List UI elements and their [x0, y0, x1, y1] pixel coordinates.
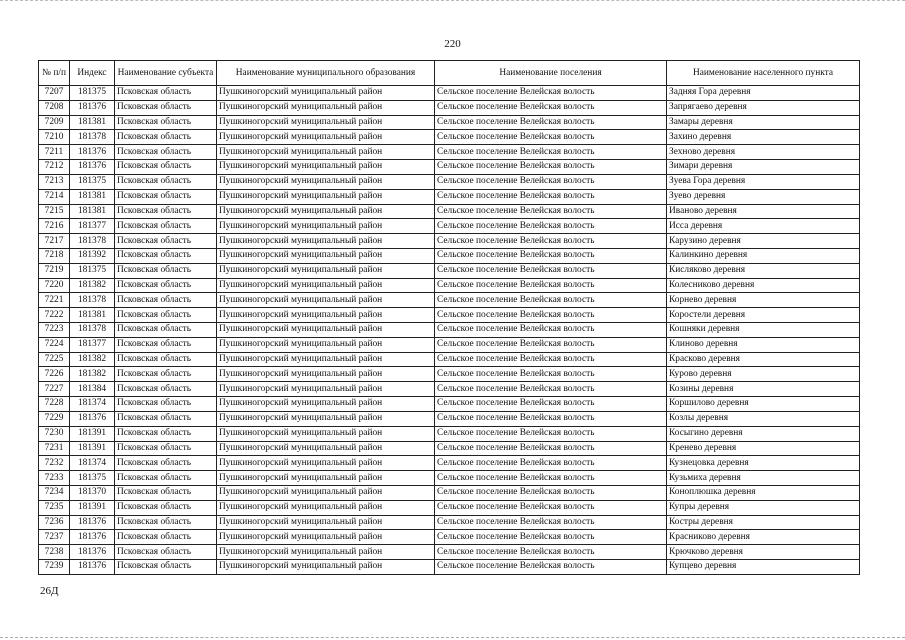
page-number: 220: [444, 38, 461, 50]
cell-locality: Коноплюшка деревня: [667, 485, 860, 500]
table-row: [39, 308, 860, 323]
cell-municipality: Пушкиногорский муниципальный район: [217, 515, 435, 530]
table-row: [39, 86, 860, 101]
cell-index: 181376: [70, 530, 115, 545]
cell-locality: Кузьмиха деревня: [667, 471, 860, 486]
cell-settlement: Сельское поселение Велейская волость: [435, 515, 667, 530]
table-row: [39, 293, 860, 308]
cell-num: 7215: [39, 204, 70, 219]
cell-settlement: Сельское поселение Велейская волость: [435, 100, 667, 115]
cell-municipality: Пушкиногорский муниципальный район: [217, 485, 435, 500]
cell-num: 7237: [39, 530, 70, 545]
cell-settlement: Сельское поселение Велейская волость: [435, 456, 667, 471]
cell-index: 181382: [70, 352, 115, 367]
cell-locality: Клиново деревня: [667, 337, 860, 352]
cell-subject: Псковская область: [115, 160, 217, 175]
cell-municipality: Пушкиногорский муниципальный район: [217, 204, 435, 219]
cell-settlement: Сельское поселение Велейская волость: [435, 323, 667, 338]
cell-subject: Псковская область: [115, 234, 217, 249]
scan-edge-top: [0, 0, 905, 4]
cell-subject: Псковская область: [115, 515, 217, 530]
cell-num: 7217: [39, 234, 70, 249]
cell-index: 181370: [70, 485, 115, 500]
cell-municipality: Пушкиногорский муниципальный район: [217, 308, 435, 323]
cell-locality: Иваново деревня: [667, 204, 860, 219]
cell-settlement: Сельское поселение Велейская волость: [435, 263, 667, 278]
table-row: [39, 115, 860, 130]
cell-index: 181378: [70, 234, 115, 249]
table-row: [39, 456, 860, 471]
cell-index: 181391: [70, 426, 115, 441]
cell-locality: Купры деревня: [667, 500, 860, 515]
cell-index: 181375: [70, 86, 115, 101]
cell-settlement: Сельское поселение Велейская волость: [435, 308, 667, 323]
cell-settlement: Сельское поселение Велейская волость: [435, 530, 667, 545]
cell-index: 181392: [70, 248, 115, 263]
table-row: [39, 426, 860, 441]
cell-index: 181382: [70, 367, 115, 382]
cell-index: 181376: [70, 545, 115, 560]
table-body: [39, 86, 860, 575]
table-row: [39, 441, 860, 456]
cell-subject: Псковская область: [115, 248, 217, 263]
cell-settlement: Сельское поселение Велейская волость: [435, 293, 667, 308]
cell-num: 7223: [39, 323, 70, 338]
cell-municipality: Пушкиногорский муниципальный район: [217, 115, 435, 130]
cell-index: 181374: [70, 397, 115, 412]
cell-index: 181378: [70, 130, 115, 145]
cell-index: 181377: [70, 337, 115, 352]
cell-subject: Псковская область: [115, 441, 217, 456]
cell-subject: Псковская область: [115, 86, 217, 101]
cell-index: 181381: [70, 189, 115, 204]
cell-locality: Курово деревня: [667, 367, 860, 382]
cell-subject: Псковская область: [115, 130, 217, 145]
cell-subject: Псковская область: [115, 337, 217, 352]
cell-municipality: Пушкиногорский муниципальный район: [217, 352, 435, 367]
cell-index: 181376: [70, 411, 115, 426]
table-row: [39, 323, 860, 338]
cell-municipality: Пушкиногорский муниципальный район: [217, 411, 435, 426]
cell-municipality: Пушкиногорский муниципальный район: [217, 530, 435, 545]
cell-index: 181378: [70, 293, 115, 308]
cell-municipality: Пушкиногорский муниципальный район: [217, 323, 435, 338]
cell-municipality: Пушкиногорский муниципальный район: [217, 263, 435, 278]
cell-locality: Колесниково деревня: [667, 278, 860, 293]
table-row: [39, 160, 860, 175]
cell-locality: Коршилово деревня: [667, 397, 860, 412]
cell-num: 7231: [39, 441, 70, 456]
cell-settlement: Сельское поселение Велейская волость: [435, 145, 667, 160]
cell-locality: Кузнецовка деревня: [667, 456, 860, 471]
cell-municipality: Пушкиногорский муниципальный район: [217, 145, 435, 160]
cell-municipality: Пушкиногорский муниципальный район: [217, 174, 435, 189]
cell-subject: Псковская область: [115, 426, 217, 441]
cell-settlement: Сельское поселение Велейская волость: [435, 545, 667, 560]
cell-municipality: Пушкиногорский муниципальный район: [217, 278, 435, 293]
cell-num: 7218: [39, 248, 70, 263]
cell-subject: Псковская область: [115, 352, 217, 367]
cell-municipality: Пушкиногорский муниципальный район: [217, 86, 435, 101]
cell-settlement: Сельское поселение Велейская волость: [435, 174, 667, 189]
cell-num: 7213: [39, 174, 70, 189]
cell-num: 7221: [39, 293, 70, 308]
cell-settlement: Сельское поселение Велейская волость: [435, 204, 667, 219]
cell-municipality: Пушкиногорский муниципальный район: [217, 382, 435, 397]
cell-locality: Козлы деревня: [667, 411, 860, 426]
cell-municipality: Пушкиногорский муниципальный район: [217, 426, 435, 441]
cell-index: 181384: [70, 382, 115, 397]
cell-municipality: Пушкиногорский муниципальный район: [217, 456, 435, 471]
cell-num: 7210: [39, 130, 70, 145]
header-subject: Наименование субъекта: [115, 61, 217, 86]
header-municipality: Наименование муниципального образования: [217, 61, 435, 86]
cell-locality: Зимари деревня: [667, 160, 860, 175]
cell-num: 7239: [39, 560, 70, 575]
cell-index: 181375: [70, 263, 115, 278]
cell-num: 7219: [39, 263, 70, 278]
cell-index: 181378: [70, 323, 115, 338]
cell-locality: Кисляково деревня: [667, 263, 860, 278]
cell-municipality: Пушкиногорский муниципальный район: [217, 234, 435, 249]
cell-subject: Псковская область: [115, 411, 217, 426]
cell-num: 7208: [39, 100, 70, 115]
table-row: [39, 382, 860, 397]
cell-settlement: Сельское поселение Велейская волость: [435, 278, 667, 293]
cell-settlement: Сельское поселение Велейская волость: [435, 130, 667, 145]
cell-municipality: Пушкиногорский муниципальный район: [217, 189, 435, 204]
cell-num: 7207: [39, 86, 70, 101]
cell-settlement: Сельское поселение Велейская волость: [435, 160, 667, 175]
table-row: [39, 145, 860, 160]
cell-locality: Красниково деревня: [667, 530, 860, 545]
cell-settlement: Сельское поселение Велейская волость: [435, 234, 667, 249]
cell-subject: Псковская область: [115, 100, 217, 115]
cell-municipality: Пушкиногорский муниципальный район: [217, 337, 435, 352]
cell-locality: Калинкино деревня: [667, 248, 860, 263]
cell-index: 181381: [70, 204, 115, 219]
cell-settlement: Сельское поселение Велейская волость: [435, 426, 667, 441]
cell-municipality: Пушкиногорский муниципальный район: [217, 248, 435, 263]
cell-settlement: Сельское поселение Велейская волость: [435, 411, 667, 426]
cell-locality: Замары деревня: [667, 115, 860, 130]
cell-subject: Псковская область: [115, 323, 217, 338]
cell-subject: Псковская область: [115, 456, 217, 471]
table-row: [39, 545, 860, 560]
cell-subject: Псковская область: [115, 367, 217, 382]
cell-subject: Псковская область: [115, 308, 217, 323]
cell-locality: Зуева Гора деревня: [667, 174, 860, 189]
table-header: [39, 61, 860, 86]
cell-num: 7225: [39, 352, 70, 367]
scan-edge-bottom: [0, 635, 905, 638]
cell-index: 181382: [70, 278, 115, 293]
cell-index: 181381: [70, 308, 115, 323]
table-row: [39, 204, 860, 219]
table-row: [39, 367, 860, 382]
cell-subject: Псковская область: [115, 115, 217, 130]
cell-subject: Псковская область: [115, 545, 217, 560]
cell-municipality: Пушкиногорский муниципальный район: [217, 441, 435, 456]
cell-settlement: Сельское поселение Велейская волость: [435, 248, 667, 263]
table-row: [39, 248, 860, 263]
cell-locality: Исса деревня: [667, 219, 860, 234]
cell-locality: Корнево деревня: [667, 293, 860, 308]
table-row: [39, 189, 860, 204]
cell-subject: Псковская область: [115, 278, 217, 293]
cell-settlement: Сельское поселение Велейская волость: [435, 397, 667, 412]
cell-municipality: Пушкиногорский муниципальный район: [217, 560, 435, 575]
cell-num: 7229: [39, 411, 70, 426]
cell-num: 7233: [39, 471, 70, 486]
cell-index: 181374: [70, 456, 115, 471]
cell-locality: Кренево деревня: [667, 441, 860, 456]
cell-index: 181375: [70, 471, 115, 486]
cell-index: 181391: [70, 500, 115, 515]
table-row: [39, 471, 860, 486]
cell-num: 7232: [39, 456, 70, 471]
cell-num: 7236: [39, 515, 70, 530]
cell-settlement: Сельское поселение Велейская волость: [435, 500, 667, 515]
cell-index: 181381: [70, 115, 115, 130]
cell-settlement: Сельское поселение Велейская волость: [435, 352, 667, 367]
cell-municipality: Пушкиногорский муниципальный район: [217, 471, 435, 486]
header-locality: Наименование населенного пункта: [667, 61, 860, 86]
cell-num: 7216: [39, 219, 70, 234]
cell-num: 7235: [39, 500, 70, 515]
cell-index: 181376: [70, 515, 115, 530]
table-row: [39, 278, 860, 293]
cell-settlement: Сельское поселение Велейская волость: [435, 189, 667, 204]
cell-locality: Красково деревня: [667, 352, 860, 367]
cell-subject: Псковская область: [115, 189, 217, 204]
cell-subject: Псковская область: [115, 382, 217, 397]
cell-locality: Карузино деревня: [667, 234, 860, 249]
cell-locality: Косыгино деревня: [667, 426, 860, 441]
table-row: [39, 219, 860, 234]
cell-index: 181376: [70, 560, 115, 575]
table-row: [39, 397, 860, 412]
cell-num: 7214: [39, 189, 70, 204]
cell-subject: Псковская область: [115, 204, 217, 219]
table-row: [39, 485, 860, 500]
table-row: [39, 515, 860, 530]
table-row: [39, 530, 860, 545]
cell-index: 181376: [70, 160, 115, 175]
cell-num: 7211: [39, 145, 70, 160]
cell-locality: Зуево деревня: [667, 189, 860, 204]
table-row: [39, 174, 860, 189]
cell-municipality: Пушкиногорский муниципальный район: [217, 293, 435, 308]
cell-subject: Псковская область: [115, 397, 217, 412]
cell-num: 7227: [39, 382, 70, 397]
cell-locality: Коростели деревня: [667, 308, 860, 323]
cell-locality: Задняя Гора деревня: [667, 86, 860, 101]
cell-locality: Кошняки деревня: [667, 323, 860, 338]
cell-num: 7234: [39, 485, 70, 500]
table-row: [39, 411, 860, 426]
cell-locality: Костры деревня: [667, 515, 860, 530]
cell-subject: Псковская область: [115, 219, 217, 234]
cell-settlement: Сельское поселение Велейская волость: [435, 367, 667, 382]
cell-index: 181376: [70, 100, 115, 115]
cell-settlement: Сельское поселение Велейская волость: [435, 471, 667, 486]
header-index: Индекс: [70, 61, 115, 86]
table-row: [39, 352, 860, 367]
cell-num: 7220: [39, 278, 70, 293]
cell-settlement: Сельское поселение Велейская волость: [435, 441, 667, 456]
cell-subject: Псковская область: [115, 500, 217, 515]
cell-num: 7209: [39, 115, 70, 130]
cell-subject: Псковская область: [115, 485, 217, 500]
cell-settlement: Сельское поселение Велейская волость: [435, 485, 667, 500]
cell-municipality: Пушкиногорский муниципальный район: [217, 397, 435, 412]
header-num: № п/п: [39, 61, 70, 86]
table-row: [39, 500, 860, 515]
footer-code: 26Д: [40, 585, 59, 597]
cell-settlement: Сельское поселение Велейская волость: [435, 86, 667, 101]
header-settlement: Наименование поселения: [435, 61, 667, 86]
table-row: [39, 130, 860, 145]
cell-num: 7238: [39, 545, 70, 560]
cell-subject: Псковская область: [115, 471, 217, 486]
cell-subject: Псковская область: [115, 263, 217, 278]
cell-municipality: Пушкиногорский муниципальный район: [217, 130, 435, 145]
cell-num: 7228: [39, 397, 70, 412]
cell-locality: Козины деревня: [667, 382, 860, 397]
table-row: [39, 263, 860, 278]
cell-settlement: Сельское поселение Велейская волость: [435, 337, 667, 352]
cell-settlement: Сельское поселение Велейская волость: [435, 219, 667, 234]
cell-index: 181376: [70, 145, 115, 160]
cell-num: 7224: [39, 337, 70, 352]
cell-municipality: Пушкиногорский муниципальный район: [217, 545, 435, 560]
cell-settlement: Сельское поселение Велейская волость: [435, 115, 667, 130]
table-row: [39, 100, 860, 115]
table-row: [39, 560, 860, 575]
cell-num: 7230: [39, 426, 70, 441]
cell-locality: Запрягаево деревня: [667, 100, 860, 115]
cell-subject: Псковская область: [115, 145, 217, 160]
cell-subject: Псковская область: [115, 530, 217, 545]
cell-municipality: Пушкиногорский муниципальный район: [217, 219, 435, 234]
cell-municipality: Пушкиногорский муниципальный район: [217, 160, 435, 175]
cell-subject: Псковская область: [115, 174, 217, 189]
cell-index: 181375: [70, 174, 115, 189]
cell-subject: Псковская область: [115, 560, 217, 575]
cell-settlement: Сельское поселение Велейская волость: [435, 560, 667, 575]
cell-locality: Купцево деревня: [667, 560, 860, 575]
header-row: [39, 61, 860, 86]
cell-municipality: Пушкиногорский муниципальный район: [217, 367, 435, 382]
cell-index: 181391: [70, 441, 115, 456]
cell-municipality: Пушкиногорский муниципальный район: [217, 500, 435, 515]
table-row: [39, 234, 860, 249]
cell-num: 7226: [39, 367, 70, 382]
cell-num: 7222: [39, 308, 70, 323]
cell-subject: Псковская область: [115, 293, 217, 308]
cell-settlement: Сельское поселение Велейская волость: [435, 382, 667, 397]
table-row: [39, 337, 860, 352]
cell-num: 7212: [39, 160, 70, 175]
cell-locality: Крючково деревня: [667, 545, 860, 560]
cell-locality: Зехново деревня: [667, 145, 860, 160]
cell-index: 181377: [70, 219, 115, 234]
cell-locality: Захино деревня: [667, 130, 860, 145]
cell-municipality: Пушкиногорский муниципальный район: [217, 100, 435, 115]
settlements-table: [38, 60, 860, 575]
